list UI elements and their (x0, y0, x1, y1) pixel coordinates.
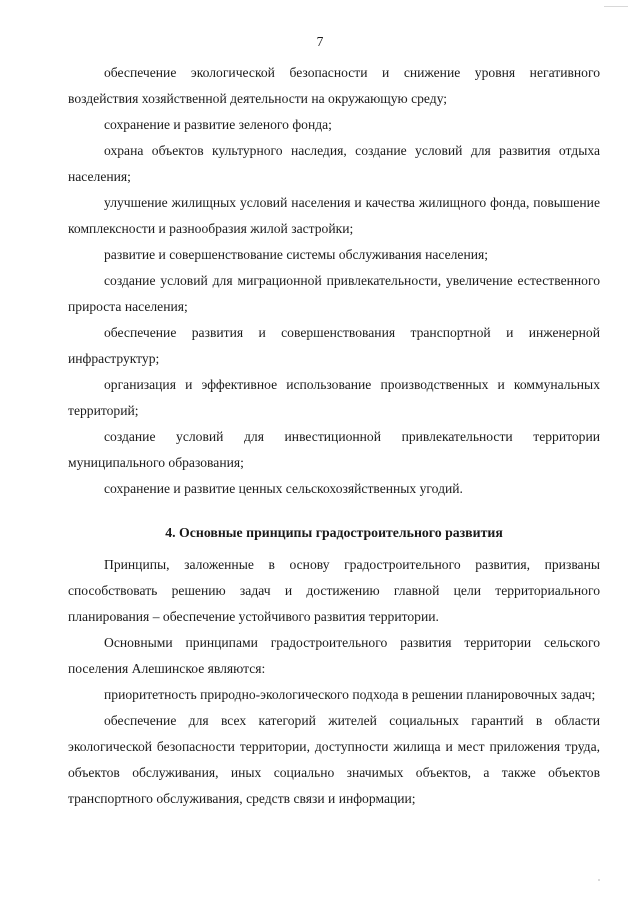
goal-item-migration: создание условий для миграционной привлекательности, увеличение естественного прироста населения; (68, 273, 600, 314)
section-lead: Основными принципами градостроительного развития территории сельского поселения Алешинское являются: (68, 635, 600, 676)
section-intro: Принципы, заложенные в основу градостроительного развития, призваны способствовать решению задач и достижению главной цели территориального планирования – обеспечение устойчивого развития территории. (68, 557, 600, 624)
principle-item-social-guarantees: обеспечение для всех категорий жителей социальных гарантий в области экологической безопасности территории, доступности жилища и мест приложения труда, объектов обслуживания, иных социально значимых объектов, а также объектов транспортного обслуживания, средств связи и информации; (68, 713, 600, 806)
goal-item-production-territories: организация и эффективное использование производственных и коммунальных территорий; (68, 377, 600, 418)
goal-item-infrastructure: обеспечение развития и совершенствования транспортной и инженерной инфраструктур; (68, 325, 600, 366)
page-number: 7 (316, 34, 324, 49)
principle-item-ecological-approach: приоритетность природно-экологического подхода в решении планировочных задач; (104, 687, 596, 702)
goal-item-housing: улучшение жилищных условий населения и качества жилищного фонда, повышение комплексности и разнообразия жилой застройки; (68, 195, 600, 236)
goal-item-green-fund: сохранение и развитие зеленого фонда; (104, 117, 332, 132)
goal-item-services: развитие и совершенствование системы обслуживания населения; (104, 247, 489, 262)
goal-item-investment: создание условий для инвестиционной привлекательности территории муниципального образования; (68, 429, 600, 470)
scan-corner-mark (604, 0, 628, 7)
goal-item-ecology: обеспечение экологической безопасности и снижение уровня негативного воздействия хозяйственной деятельности на окружающую среду; (68, 65, 600, 106)
scan-dot-mark (598, 879, 600, 881)
goal-item-agricultural-land: сохранение и развитие ценных сельскохозяйственных угодий. (104, 481, 463, 496)
section-heading: 4. Основные принципы градостроительного развития (165, 525, 503, 540)
goal-item-cultural-heritage: охрана объектов культурного наследия, создание условий для развития отдыха населения; (68, 143, 600, 184)
document-body (68, 60, 600, 812)
